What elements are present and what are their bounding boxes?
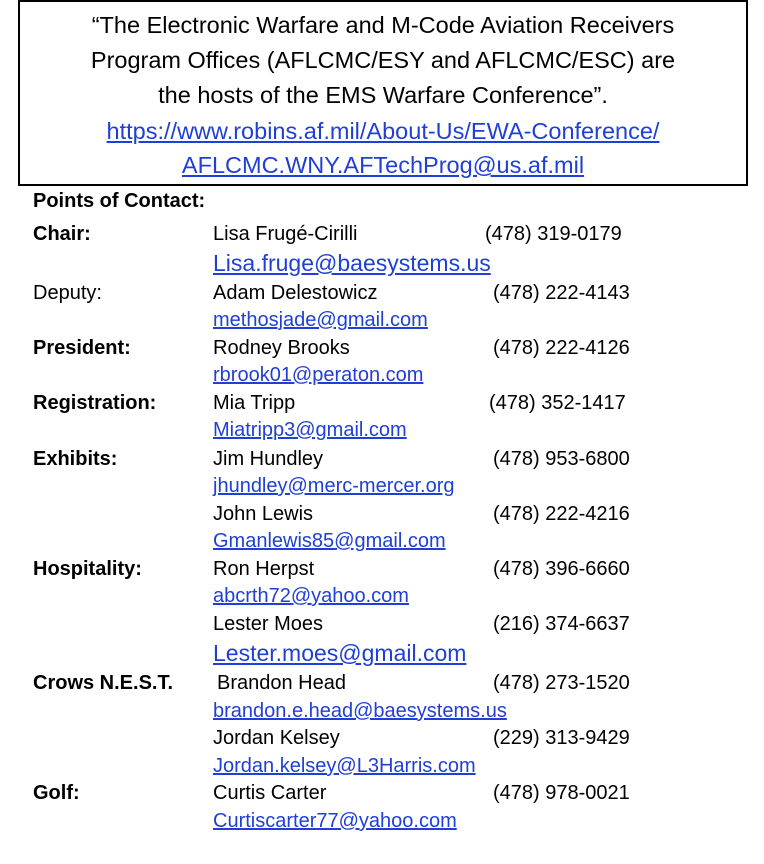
- contact-phone: (478) 222-4143: [493, 282, 630, 304]
- contact-role: Exhibits:: [33, 448, 118, 470]
- contact-email-link[interactable]: Lisa.fruge@baesystems.us: [213, 250, 491, 276]
- points-of-contact-heading: Points of Contact:: [33, 190, 206, 212]
- contact-email-link[interactable]: methosjade@gmail.com: [213, 309, 428, 331]
- contact-phone: (216) 374-6637: [493, 613, 630, 635]
- contact-role: President:: [33, 337, 131, 359]
- quote-line-2: Program Offices (AFLCMC/ESY and AFLCMC/ESC) are: [90, 47, 676, 73]
- contact-email-link[interactable]: Jordan.kelsey@L3Harris.com: [213, 755, 476, 777]
- contact-email-link[interactable]: Miatripp3@gmail.com: [213, 419, 407, 441]
- conference-email-link[interactable]: AFLCMC.WNY.AFTechProg@us.af.mil: [181, 152, 585, 178]
- contact-email-link[interactable]: Curtiscarter77@yahoo.com: [213, 810, 457, 832]
- contact-phone: (229) 313-9429: [493, 727, 630, 749]
- contact-name: Adam Delestowicz: [213, 282, 378, 304]
- contact-phone: (478) 953-6800: [493, 448, 630, 470]
- contact-email-link[interactable]: brandon.e.head@baesystems.us: [213, 700, 507, 722]
- quote-line-3: the hosts of the EMS Warfare Conference”.: [158, 82, 608, 108]
- contact-phone: (478) 396-6660: [493, 558, 630, 580]
- contact-role: Registration:: [33, 392, 157, 414]
- contact-name: Rodney Brooks: [213, 337, 350, 359]
- contact-email-link[interactable]: jhundley@merc-mercer.org: [213, 475, 455, 497]
- contact-name: Mia Tripp: [213, 392, 296, 414]
- contact-role: Chair:: [33, 223, 91, 245]
- contact-phone: (478) 978-0021: [493, 782, 630, 804]
- contact-phone: (478) 273-1520: [493, 672, 630, 694]
- contact-phone: (478) 319-0179: [485, 223, 622, 245]
- contact-name: Lester Moes: [213, 613, 324, 635]
- contact-name: Lisa Frugé-Cirilli: [213, 223, 358, 245]
- quote-text: [20, 8, 746, 113]
- contact-phone: (478) 222-4126: [493, 337, 630, 359]
- quote-line-1: “The Electronic Warfare and M-Code Aviation Receivers: [91, 12, 675, 38]
- contact-email-link[interactable]: abcrth72@yahoo.com: [213, 585, 409, 607]
- contact-name: John Lewis: [213, 503, 314, 525]
- conference-url-link[interactable]: https://www.robins.af.mil/About-Us/EWA-Conference/: [106, 118, 660, 144]
- contact-email-link[interactable]: Lester.moes@gmail.com: [213, 640, 467, 666]
- contact-role: Crows N.E.S.T.: [33, 672, 174, 694]
- contact-phone: (478) 352-1417: [489, 392, 626, 414]
- contact-name: Brandon Head: [217, 672, 346, 694]
- contact-name: Curtis Carter: [213, 782, 327, 804]
- contact-role: Deputy:: [33, 282, 102, 304]
- contact-email-link[interactable]: Gmanlewis85@gmail.com: [213, 530, 446, 552]
- info-box: [18, 2, 748, 186]
- contact-name: Jim Hundley: [213, 448, 324, 470]
- contact-email-link[interactable]: rbrook01@peraton.com: [213, 364, 424, 386]
- contact-phone: (478) 222-4216: [493, 503, 630, 525]
- contact-role: Hospitality:: [33, 558, 142, 580]
- contact-name: Ron Herpst: [213, 558, 315, 580]
- contact-role: Golf:: [33, 782, 80, 804]
- contact-name: Jordan Kelsey: [213, 727, 340, 749]
